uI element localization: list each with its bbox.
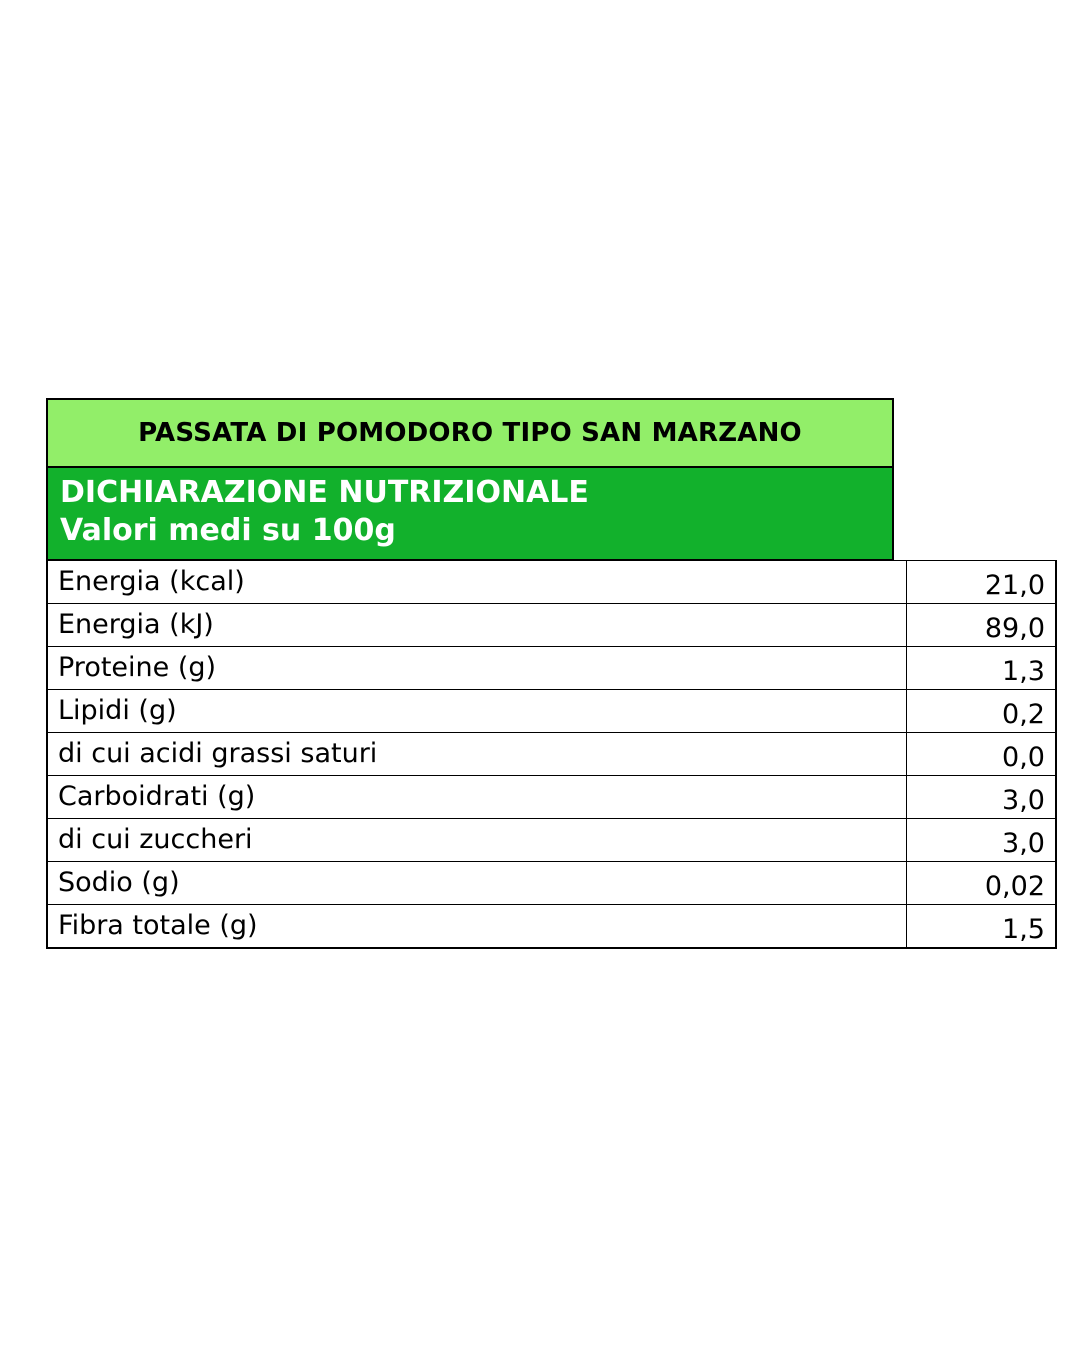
nutrient-name: Lipidi (g) (47, 689, 907, 732)
nutrient-name: Carboidrati (g) (47, 775, 907, 818)
nutrient-value: 0,2 (907, 689, 1057, 732)
nutrient-name: di cui acidi grassi saturi (47, 732, 907, 775)
declaration-subheading: Valori medi su 100g (60, 513, 396, 549)
table-row (47, 775, 1056, 818)
table-row (47, 689, 1056, 732)
nutrient-name: Proteine (g) (47, 646, 907, 689)
table-row (47, 603, 1056, 646)
nutrient-value: 21,0 (907, 560, 1057, 603)
nutrient-name: di cui zuccheri (47, 818, 907, 861)
table-row (47, 904, 1056, 948)
nutrient-name: Energia (kJ) (47, 603, 907, 646)
nutrition-label (46, 398, 1045, 949)
table-row (47, 861, 1056, 904)
table-row (47, 732, 1056, 775)
nutrient-name: Fibra totale (g) (47, 904, 907, 948)
nutrition-table (46, 560, 1057, 949)
product-title-band (46, 398, 894, 466)
nutrient-value: 89,0 (907, 603, 1057, 646)
nutrient-value: 3,0 (907, 775, 1057, 818)
nutrient-value: 1,3 (907, 646, 1057, 689)
table-row (47, 646, 1056, 689)
nutrient-name: Energia (kcal) (47, 560, 907, 603)
nutrient-value: 0,0 (907, 732, 1057, 775)
nutrient-value: 1,5 (907, 904, 1057, 948)
page-title: PASSATA DI POMODORO TIPO SAN MARZANO (138, 418, 802, 448)
table-row (47, 818, 1056, 861)
nutrient-name: Sodio (g) (47, 861, 907, 904)
declaration-heading: DICHIARAZIONE NUTRIZIONALE (60, 475, 589, 510)
nutrition-declaration-band (46, 466, 894, 560)
nutrient-value: 3,0 (907, 818, 1057, 861)
table-row (47, 560, 1056, 603)
nutrient-value: 0,02 (907, 861, 1057, 904)
